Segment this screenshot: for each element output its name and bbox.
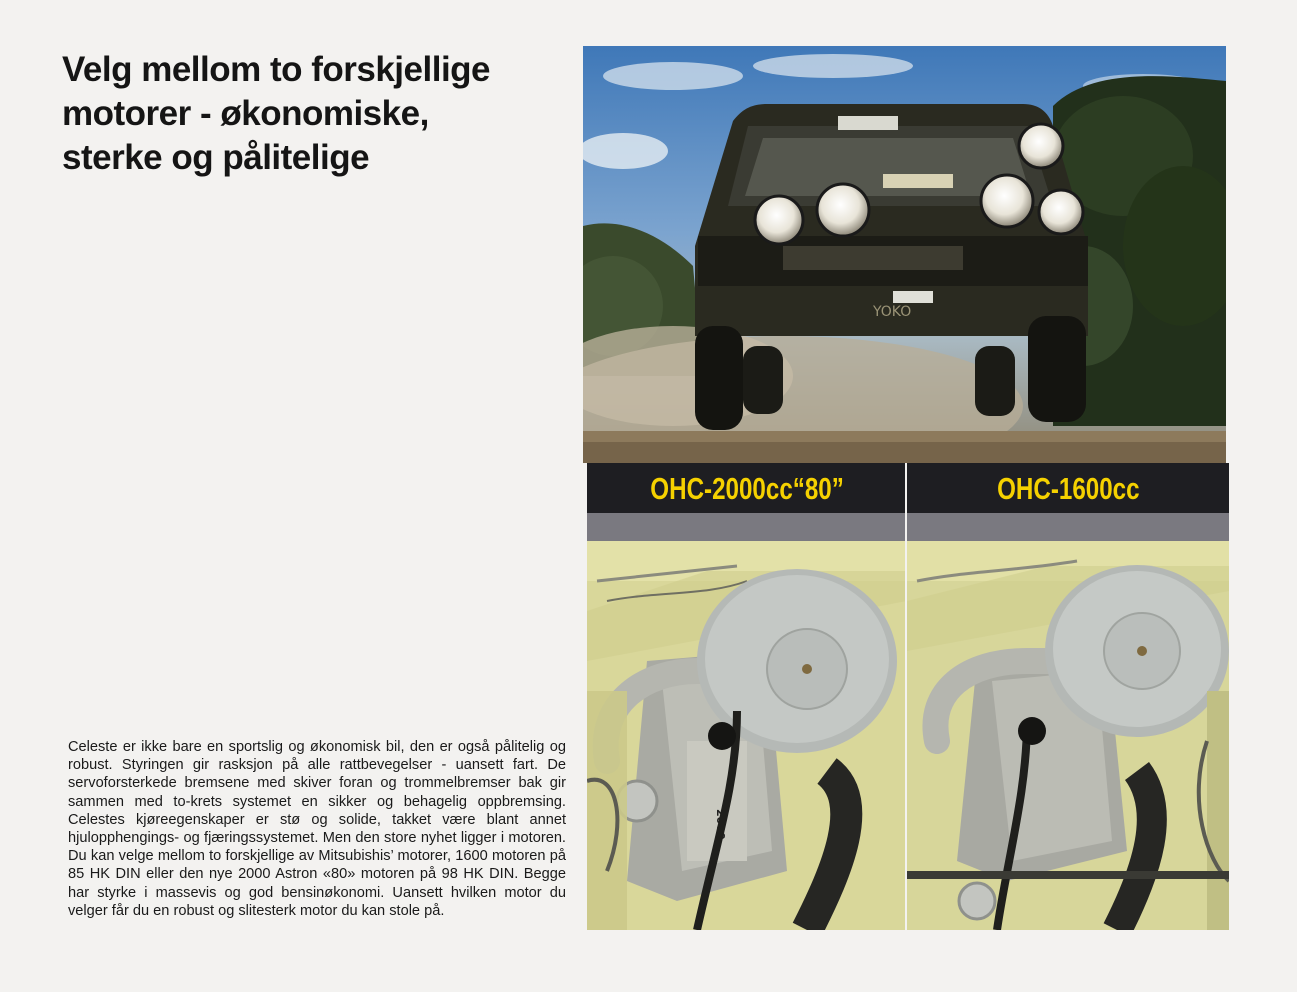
- engine-label-1600: [907, 463, 1229, 513]
- headline: [62, 48, 572, 180]
- headline-line-1: Velg mellom to forskjellige: [62, 50, 491, 89]
- rally-car-photo: [583, 46, 1226, 463]
- headline-line-2: motorer - økonomiske,: [62, 94, 429, 133]
- engine-label-2000: [587, 463, 907, 513]
- engine-panel-2000: [587, 463, 907, 930]
- rally-car-illustration: [583, 46, 1226, 463]
- engine-label-1600-text: OHC-1600cc: [996, 471, 1140, 506]
- engine-2000-illustration: [587, 541, 907, 930]
- engine-panel-1600: [907, 463, 1229, 930]
- headline-line-3: sterke og pålitelige: [62, 138, 370, 177]
- gray-band: [907, 513, 1229, 541]
- body-paragraph: Celeste er ikke bare en sportslig og økonomisk bil, den er også pålitelig og robust. Styringen gir rasksjon på alle rattbevegelser - uansett fart. De servoforsterkede bremsene med skiver foran og trommelbremser bak gir sammen med to-krets systemet en sikker og behagelig oppbremsing. Celestes kjøreegenskaper er stø og solide, takket være blant annet hjulopphengings- og fjæringssystemet. Men den store nyhet ligger i motoren. Du kan velge mellom to forskjellige av Mitsubishis’ motorer, 1600 motoren på 85 HK DIN eller den nye 2000 Astron «80» motoren på 98 HK DIN. Begge har styrke i massevis og god bensinøkonomi. Uansett hvilken motor du velger får du en robust og slitesterk motor du kan stole på.: [68, 739, 566, 919]
- engine-badge-2000: 2000: [714, 809, 727, 840]
- gray-band: [587, 513, 907, 541]
- engine-label-2000-text: OHC-2000cc“80”: [650, 471, 844, 506]
- engine-1600-illustration: [907, 541, 1229, 930]
- license-text: YOKO: [873, 304, 912, 320]
